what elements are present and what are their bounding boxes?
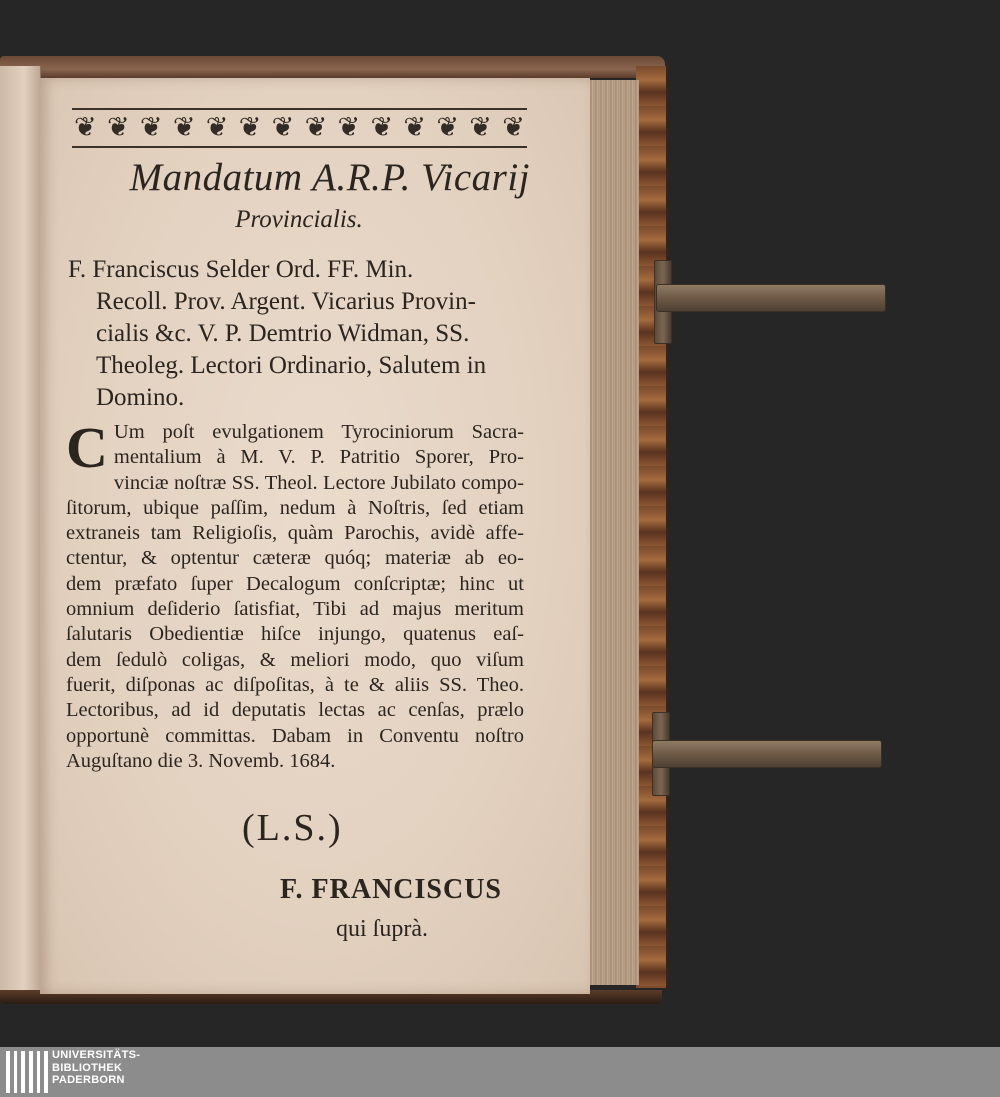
book-page [40,78,590,994]
salutation-line: Domino. [96,384,185,411]
body-line: Auguſtano die 3. Novemb. 1684. [66,749,336,772]
body-line: fuerit, diſponas ac diſpoſitas, à te & aliis SS. Theo. [66,673,524,696]
seal-mark: (L.S.) [242,807,343,849]
body-line: ſalutaris Obedientiæ hiſce injungo, quatenus eaſ- [66,623,524,646]
left-page-edge [0,66,41,996]
signature-name: F. FRANCISCUS [280,874,503,905]
salutation-block [68,254,522,414]
ornament-icon: ❦ [238,112,262,143]
page-title: Mandatum A.R.P. Vicarij [129,156,530,199]
page-subtitle: Provincialis. [235,206,363,233]
page-fore-edge [588,80,639,985]
ornament-band [72,108,527,148]
body-line: dem præfato ſuper Decalogum conſcriptæ; hinc ut [66,572,524,595]
library-name-line: BIBLIOTHEK [52,1061,123,1074]
body-line: opportunè committas. Dabam in Conventu noſtro [66,724,524,747]
salutation-line: Theoleg. Lectori Ordinario, Salutem in [96,352,487,379]
ornament-icon: ❦ [74,112,97,143]
body-line: omnium deſiderio ſatisfiat, Tibi ad majus meritum [66,598,524,621]
ornament-icon: ❦ [403,112,426,143]
ornament-icon: ❦ [205,112,229,143]
ornament-icon: ❦ [370,112,394,143]
book-cover-top [0,56,665,78]
drop-cap: C [66,415,108,480]
library-logo-icon [6,1051,48,1093]
ornament-icon: ❦ [469,112,492,143]
body-line: mentalium à M. V. P. Patritio Sporer, Pro- [113,446,524,469]
body-line: Lectoribus, ad id deputatis lectas ac cenſas, prælo [66,699,524,722]
library-name [52,1049,140,1087]
clasp-top [656,284,886,312]
salutation-line: F. Franciscus Selder Ord. FF. Min. [68,256,414,283]
ornament-icon: ❦ [304,112,328,143]
ornament-icon: ❦ [106,112,130,143]
ornament-icon: ❦ [139,112,163,143]
library-name-line: PADERBORN [52,1074,125,1086]
ornament-icon: ❦ [271,112,295,143]
body-line: Um poſt evulgationem Tyrociniorum Sacra- [113,421,524,443]
ornament-icon: ❦ [337,112,361,143]
library-name-line: UNIVERSITÄTS- [52,1049,141,1061]
salutation-line: cialis &c. V. P. Demtrio Widman, SS. [96,320,470,347]
ornament-icon: ❦ [502,112,525,143]
body-line: vinciæ noſtræ SS. Theol. Lectore Jubilato compo- [113,471,524,494]
mandate-body [66,415,524,774]
body-line: extraneis tam Religioſis, quàm Parochis, avidè affe- [66,522,524,545]
body-line: dem ſedulò coligas, & meliori modo, quo viſum [66,648,524,671]
ornament-icon: ❦ [436,112,459,143]
signature-note: qui ſuprà. [336,916,428,942]
clasp-bottom [652,740,882,768]
body-line: ſitorum, ubique paſſim, nedum à Noſtris, ſed etiam [66,496,524,519]
salutation-line: Recoll. Prov. Argent. Vicarius Provin- [96,288,476,315]
book-spine-edge [636,66,668,988]
body-line: ctentur, & optentur cæteræ quóq; materiæ ab eo- [66,547,524,570]
footer-bar [0,1047,1000,1097]
ornament-icon: ❦ [172,112,196,143]
